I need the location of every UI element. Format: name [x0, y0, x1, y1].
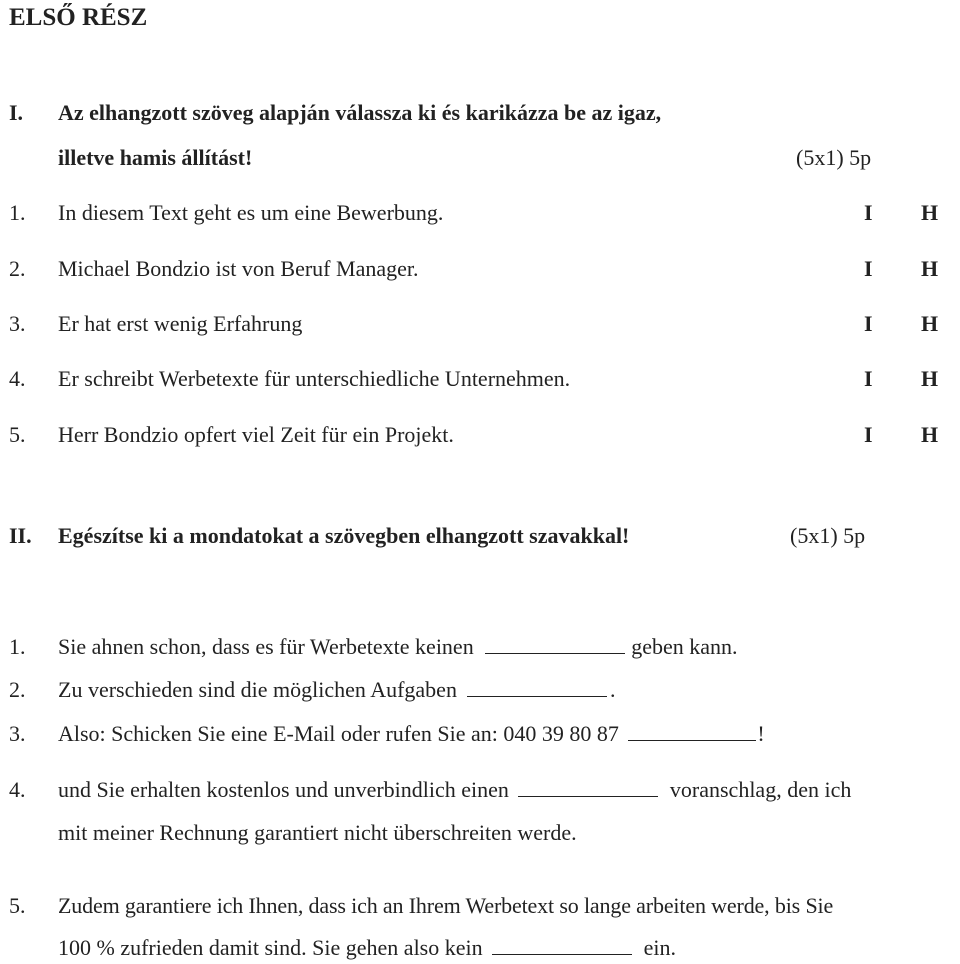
item-number: 2. — [9, 256, 26, 281]
true-option[interactable]: I — [864, 366, 873, 391]
statement-text: In diesem Text geht es um eine Bewerbung. — [58, 200, 444, 225]
sentence-text: 100 % zufrieden damit sind. Sie gehen also kein — [58, 935, 483, 960]
item-number: 5. — [9, 893, 26, 918]
sentence-line — [58, 777, 851, 803]
sentence-text: . — [609, 677, 616, 702]
sentence-line — [58, 935, 676, 961]
page-title: ELSŐ RÉSZ — [9, 4, 148, 31]
sentence-text: Also: Schicken Sie eine E-Mail oder rufen Sie an: 040 39 80 87 — [58, 721, 619, 746]
true-option[interactable]: I — [864, 422, 873, 447]
section2-points: (5x1) 5p — [790, 523, 866, 548]
false-option[interactable]: H — [921, 256, 939, 281]
true-option[interactable]: I — [864, 256, 873, 281]
statement-text: Er hat erst wenig Erfahrung — [58, 311, 303, 336]
answer-blank[interactable] — [518, 780, 658, 797]
section1-heading-line1: Az elhangzott szöveg alapján válassza ki és karikázza be az igaz, — [58, 100, 662, 125]
statement-text: Herr Bondzio opfert viel Zeit für ein Projekt. — [58, 422, 454, 447]
item-number: 3. — [9, 721, 26, 746]
section1-points: (5x1) 5p — [796, 145, 872, 170]
sentence-text: Zu verschieden sind die möglichen Aufgaben — [58, 677, 457, 702]
statement-text: Er schreibt Werbetexte für unterschiedliche Unternehmen. — [58, 366, 571, 391]
answer-blank[interactable] — [467, 680, 607, 697]
sentence-text: ein. — [643, 935, 677, 960]
section2-heading: Egészítse ki a mondatokat a szövegben elhangzott szavakkal! — [58, 523, 630, 548]
sentence-line — [58, 677, 615, 703]
item-number: 4. — [9, 777, 26, 802]
sentence-text: ! — [757, 721, 765, 746]
sentence-text: voranschlag, den ich — [669, 777, 852, 802]
answer-blank[interactable] — [492, 938, 632, 955]
sentence-text: geben kann. — [631, 634, 738, 659]
sentence-text: und Sie erhalten kostenlos und unverbindlich einen — [58, 777, 509, 802]
item-number: 1. — [9, 200, 26, 225]
false-option[interactable]: H — [921, 422, 939, 447]
item-number: 1. — [9, 634, 26, 659]
true-option[interactable]: I — [864, 311, 873, 336]
sentence-text: Sie ahnen schon, dass es für Werbetexte keinen — [58, 634, 474, 659]
sentence-text: Zudem garantiere ich Ihnen, dass ich an Ihrem Werbetext so lange arbeiten werde, bis Sie — [58, 893, 834, 918]
item-number: 5. — [9, 422, 26, 447]
true-option[interactable]: I — [864, 200, 873, 225]
item-number: 2. — [9, 677, 26, 702]
false-option[interactable]: H — [921, 200, 939, 225]
sentence-line — [58, 721, 765, 747]
statement-text: Michael Bondzio ist von Beruf Manager. — [58, 256, 419, 281]
sentence-line — [58, 634, 738, 660]
section1-numeral: I. — [9, 100, 24, 125]
section2-numeral: II. — [9, 523, 32, 548]
sentence-text: mit meiner Rechnung garantiert nicht überschreiten werde. — [58, 820, 577, 845]
answer-blank[interactable] — [485, 637, 625, 654]
false-option[interactable]: H — [921, 311, 939, 336]
item-number: 4. — [9, 366, 26, 391]
item-number: 3. — [9, 311, 26, 336]
false-option[interactable]: H — [921, 366, 939, 391]
section1-heading-line2: illetve hamis állítást! — [58, 145, 253, 170]
answer-blank[interactable] — [628, 724, 756, 741]
